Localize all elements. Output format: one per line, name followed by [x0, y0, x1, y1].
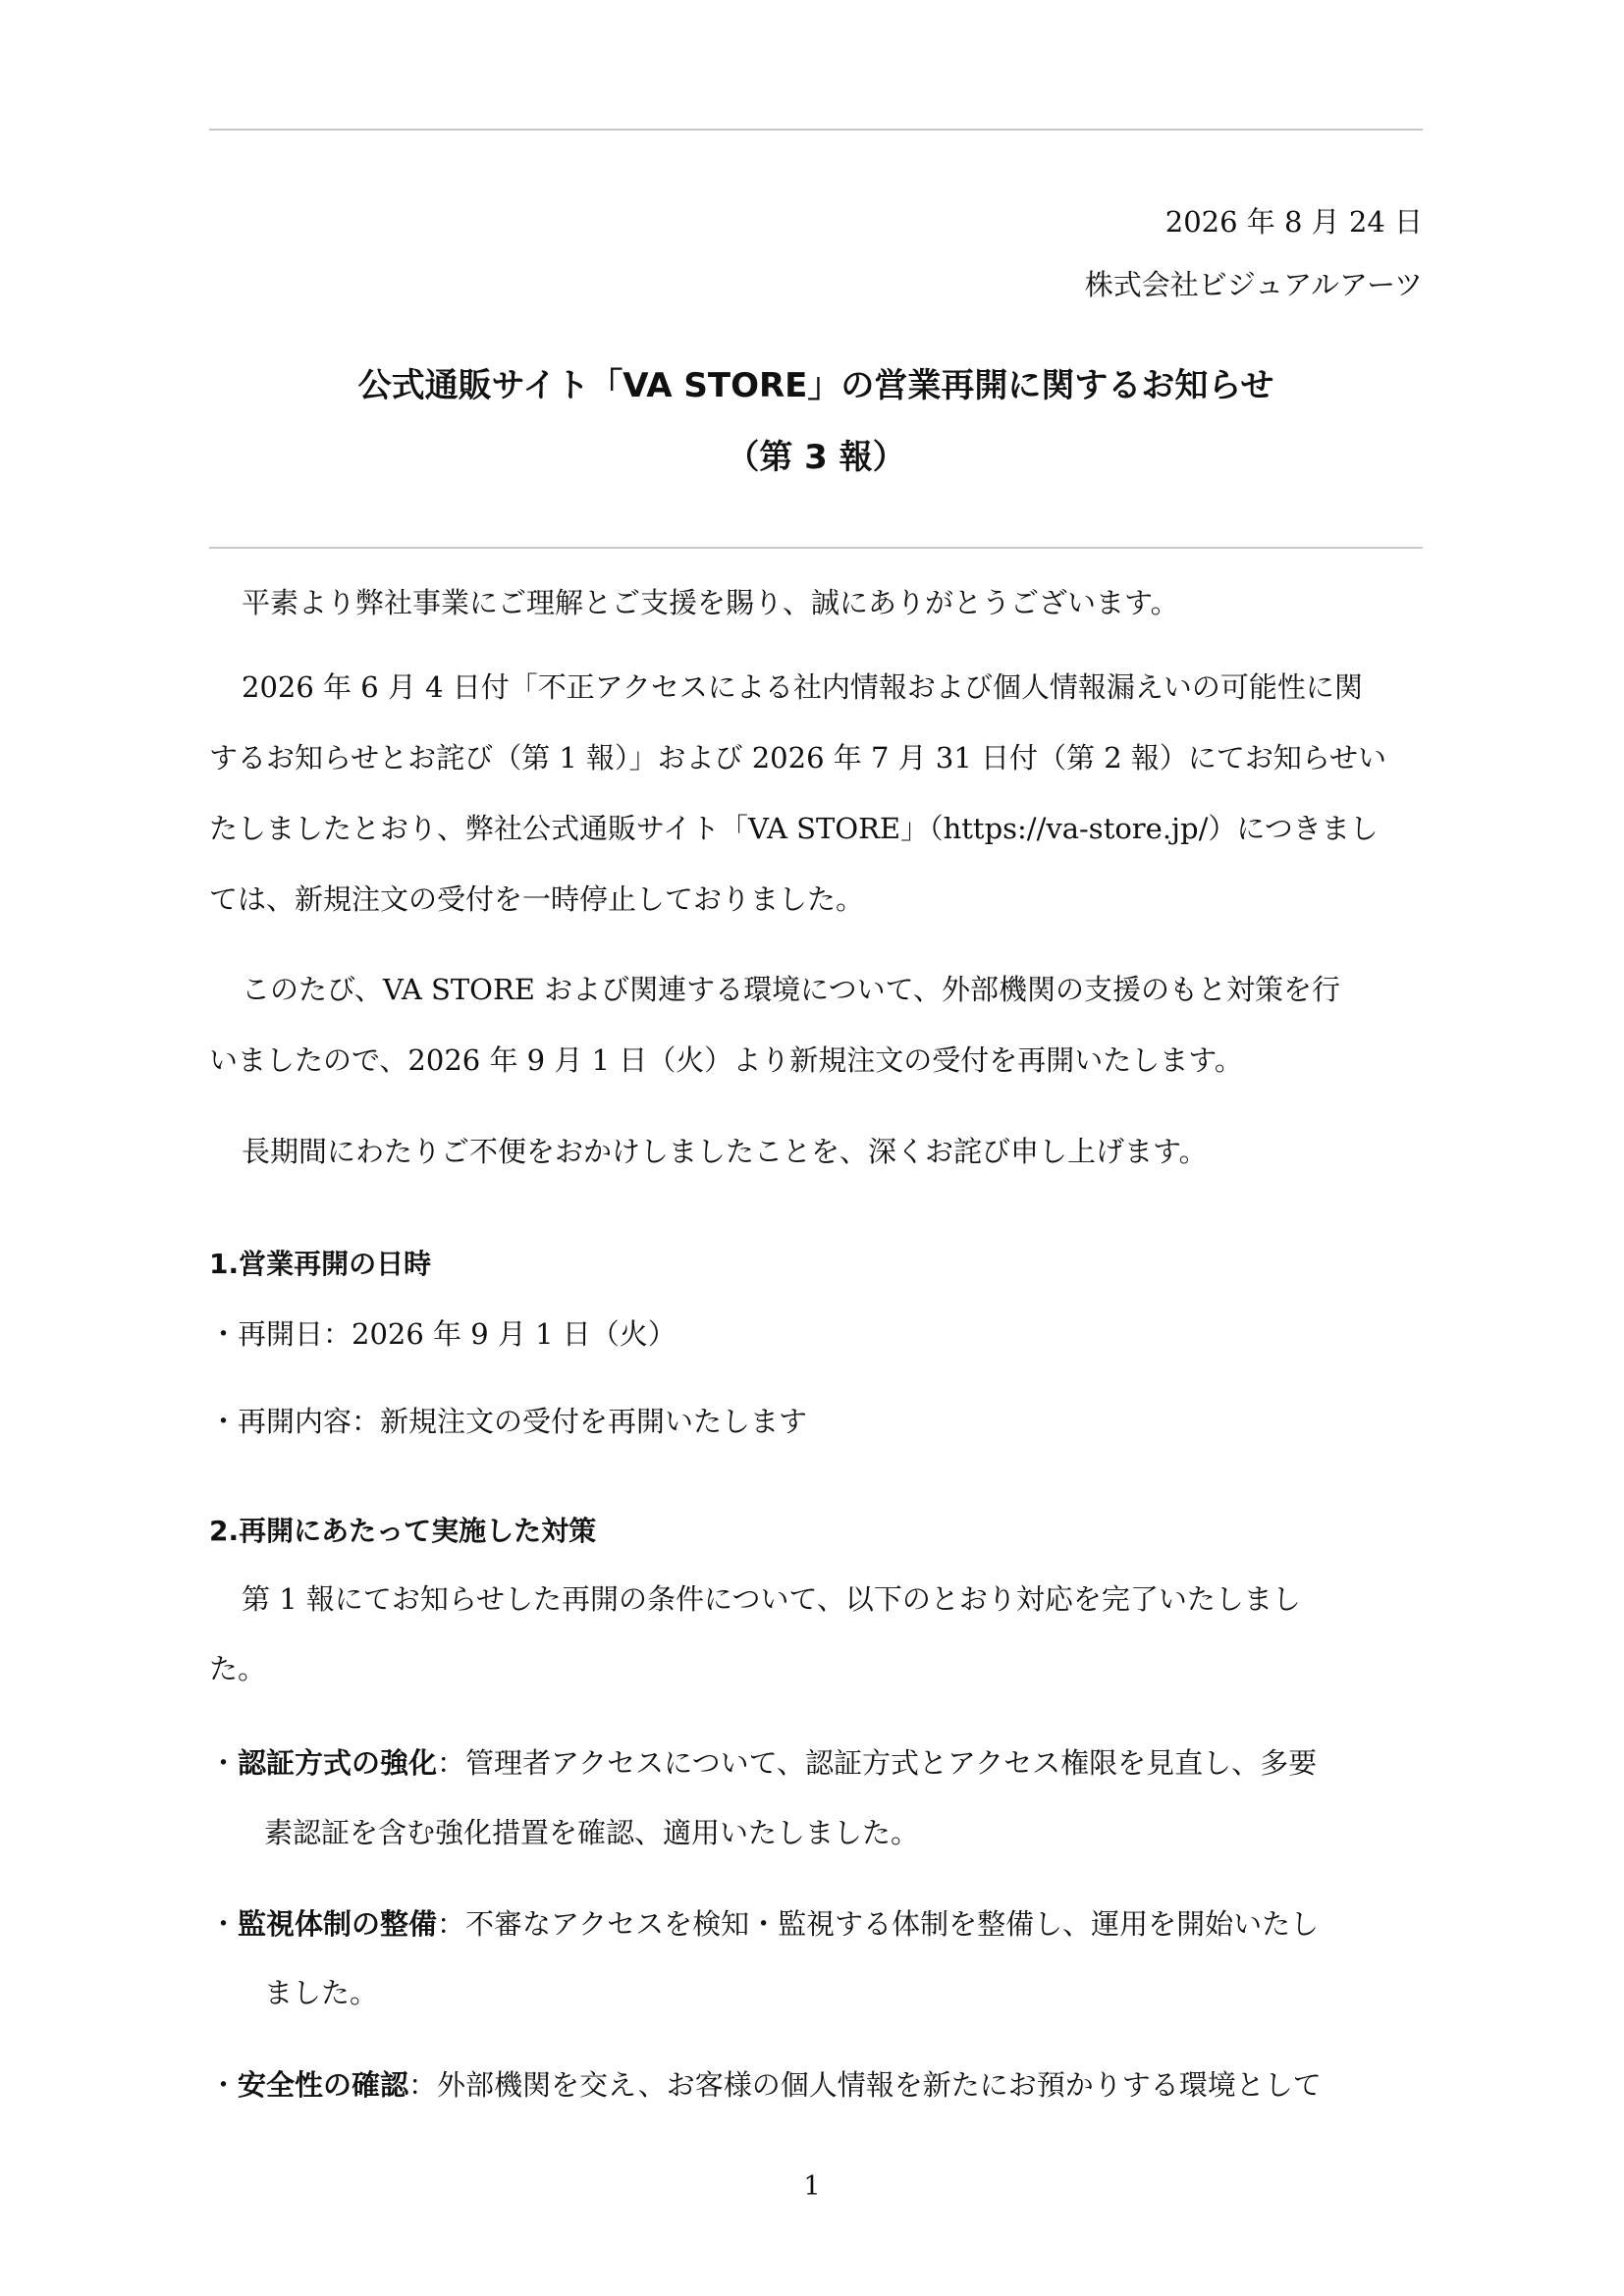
- section-heading: 2.再開にあたって実施した対策: [209, 1515, 597, 1547]
- measures-lead-line: 第 1 報にてお知らせした再開の条件について、以下のとおり対応を完了いたしまし: [242, 1582, 1301, 1616]
- document-title: 公式通販サイト「VA STORE」の営業再開に関するお知らせ: [357, 366, 1274, 405]
- page-number: 1: [803, 2171, 821, 2202]
- reopen-date-item: ・再開日：2026 年 9 月 1 日（火）: [209, 1317, 677, 1351]
- reopen-content-item: ・再開内容：新規注文の受付を再開いたします: [209, 1405, 808, 1438]
- document-subtitle: （第 3 報）: [726, 438, 906, 477]
- bullet: ・: [209, 2068, 239, 2102]
- measure-text: ：管理者アクセスについて、認証方式とアクセス権限を見直し、多要: [437, 1746, 1318, 1780]
- measure-label: 監視体制の整備: [238, 1907, 438, 1941]
- background-paragraph-line: ては、新規注文の受付を一時停止しておりました。: [209, 882, 865, 916]
- title-divider: [209, 547, 1423, 549]
- bullet: ・: [209, 1746, 239, 1780]
- background-paragraph-line: たしましたとおり、弊社公式通販サイト「VA STORE」（https://va-store.jp/）につきまし: [209, 812, 1379, 845]
- apology-paragraph: 長期間にわたりご不便をおかけしましたことを、深くお詫び申し上げます。: [242, 1135, 1208, 1168]
- measure-label: 認証方式の強化: [238, 1746, 438, 1780]
- issue-date: 2026 年 8 月 24 日: [1164, 205, 1423, 239]
- measure-text: ：外部機関を交え、お客様の個人情報を新たにお預かりする環境として: [408, 2068, 1322, 2102]
- background-paragraph-line: 2026 年 6 月 4 日付「不正アクセスによる社内情報および個人情報漏えいの可能性に関: [242, 670, 1363, 704]
- greeting-paragraph: 平素より弊社事業にご理解とご支援を賜り、誠にありがとうございます。: [242, 586, 1179, 619]
- top-divider: [209, 129, 1423, 131]
- measure-label: 安全性の確認: [238, 2068, 409, 2102]
- reopen-paragraph-line: いましたので、2026 年 9 月 1 日（火）より新規注文の受付を再開いたします。: [209, 1043, 1243, 1077]
- measure-item: [209, 2065, 1423, 2105]
- background-paragraph-line: するお知らせとお詫び（第 1 報）」および 2026 年 7 月 31 日付（第 2 報）にてお知らせい: [209, 741, 1387, 774]
- reopen-paragraph-line: このたび、VA STORE および関連する環境について、外部機関の支援のもと対策を行: [242, 973, 1341, 1006]
- measure-item: [209, 1904, 1423, 1944]
- measure-item: [209, 1743, 1423, 1783]
- bullet: ・: [209, 1907, 239, 1941]
- company-name: 株式会社ビジュアルアーツ: [1084, 268, 1423, 301]
- measure-text-continuation: 素認証を含む強化措置を確認、適用いたしました。: [264, 1816, 920, 1849]
- measure-text: ：不審なアクセスを検知・監視する体制を整備し、運用を開始いたし: [437, 1907, 1320, 1941]
- section-heading: 1.営業再開の日時: [209, 1248, 432, 1280]
- measure-text-continuation: ました。: [264, 1976, 379, 2009]
- measures-lead-line: た。: [209, 1652, 267, 1685]
